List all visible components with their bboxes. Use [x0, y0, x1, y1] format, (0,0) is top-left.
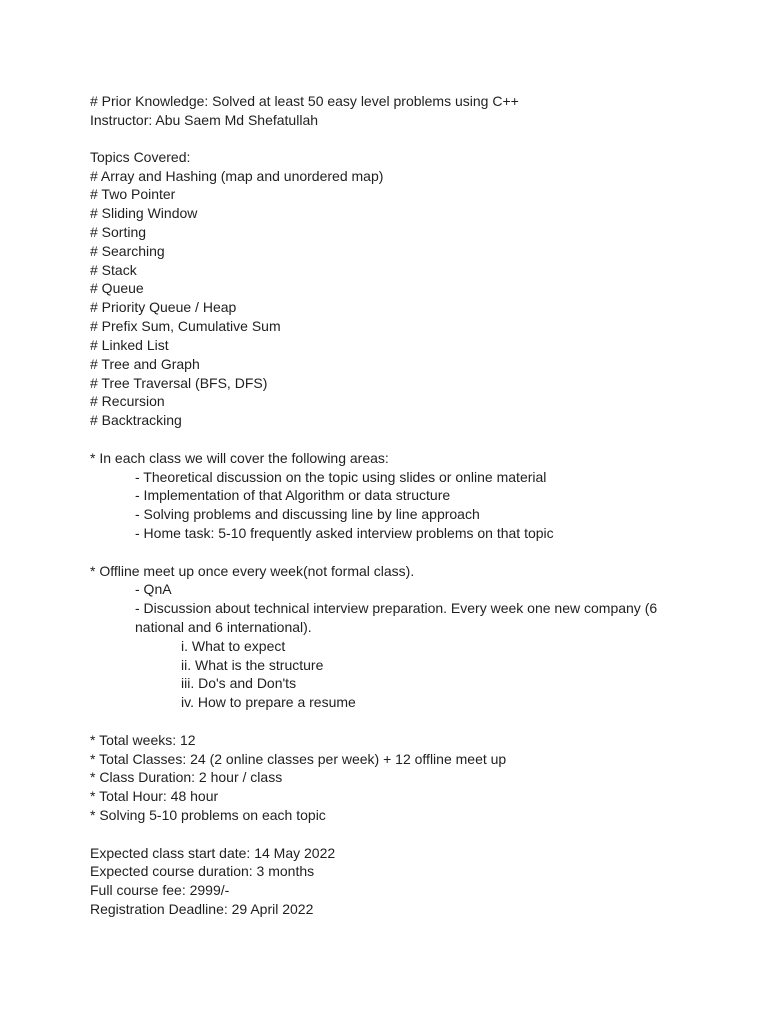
topic-item: # Tree Traversal (BFS, DFS): [90, 375, 268, 391]
course-duration: Expected course duration: 3 months: [90, 863, 315, 879]
offline-heading: * Offline meet up once every week(not formal class).: [90, 563, 415, 579]
summary-item: * Total Hour: 48 hour: [90, 788, 219, 804]
offline-discussion-cont: national and 6 international).: [135, 619, 312, 635]
topic-item: # Searching: [90, 243, 165, 259]
class-area-item: - Home task: 5-10 frequently asked interview problems on that topic: [135, 525, 554, 541]
registration-deadline: Registration Deadline: 29 April 2022: [90, 901, 314, 917]
topic-item: # Two Pointer: [90, 186, 176, 202]
offline-sub-item: iii. Do's and Don'ts: [181, 675, 297, 691]
course-fee: Full course fee: 2999/-: [90, 882, 230, 898]
summary-item: * Total Classes: 24 (2 online classes per week) + 12 offline meet up: [90, 751, 507, 767]
topic-item: # Priority Queue / Heap: [90, 299, 237, 315]
topic-item: # Backtracking: [90, 412, 182, 428]
topic-item: # Prefix Sum, Cumulative Sum: [90, 318, 281, 334]
summary-item: * Total weeks: 12: [90, 732, 196, 748]
offline-sub-item: iv. How to prepare a resume: [181, 694, 356, 710]
summary-item: * Class Duration: 2 hour / class: [90, 769, 283, 785]
topic-item: # Stack: [90, 262, 137, 278]
offline-qna: - QnA: [135, 581, 172, 597]
class-area-item: - Solving problems and discussing line by line approach: [135, 506, 480, 522]
topic-item: # Sorting: [90, 224, 147, 240]
offline-sub-item: ii. What is the structure: [181, 657, 324, 673]
offline-discussion: - Discussion about technical interview preparation. Every week one new company (6: [135, 600, 658, 616]
summary-item: * Solving 5-10 problems on each topic: [90, 807, 326, 823]
topic-item: # Linked List: [90, 337, 169, 353]
topic-item: # Array and Hashing (map and unordered map): [90, 168, 384, 184]
topic-item: # Queue: [90, 280, 144, 296]
prior-knowledge: # Prior Knowledge: Solved at least 50 easy level problems using C++: [90, 93, 519, 109]
class-area-item: - Implementation of that Algorithm or data structure: [135, 487, 451, 503]
instructor: Instructor: Abu Saem Md Shefatullah: [90, 112, 319, 128]
topic-item: # Tree and Graph: [90, 356, 200, 372]
topic-item: # Sliding Window: [90, 205, 198, 221]
offline-sub-item: i. What to expect: [181, 638, 286, 654]
class-areas-heading: * In each class we will cover the following areas:: [90, 450, 389, 466]
start-date: Expected class start date: 14 May 2022: [90, 845, 336, 861]
topic-item: # Recursion: [90, 393, 165, 409]
class-area-item: - Theoretical discussion on the topic using slides or online material: [135, 469, 547, 485]
topics-heading: Topics Covered:: [90, 149, 191, 165]
